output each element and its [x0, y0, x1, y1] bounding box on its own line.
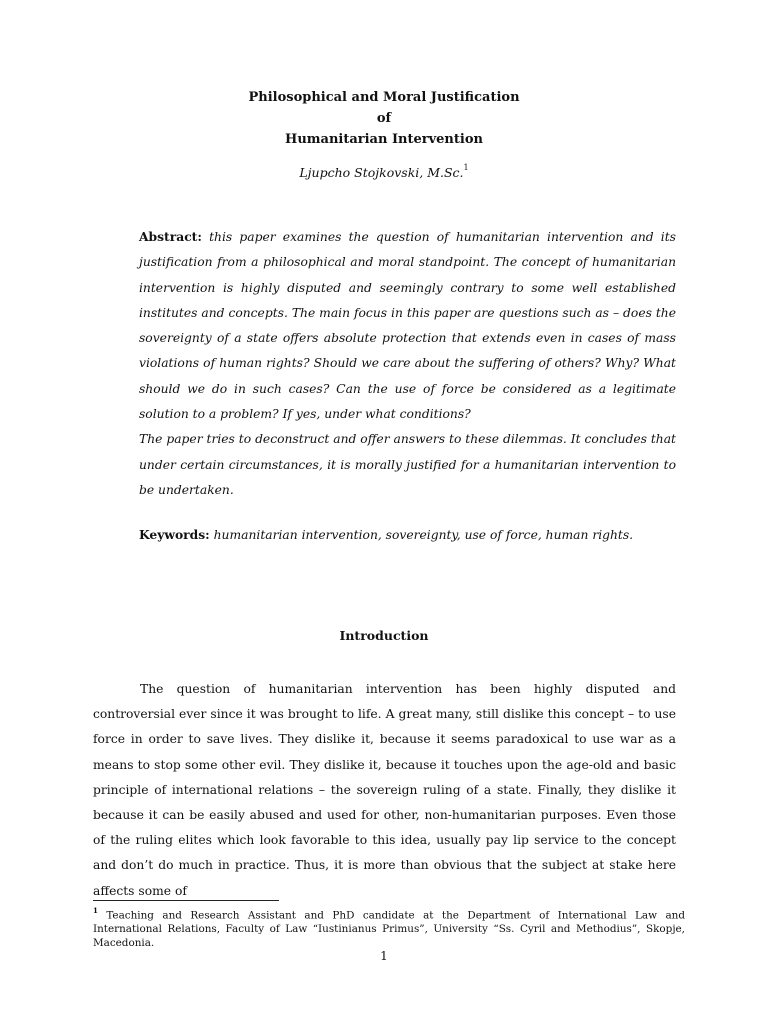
paper-title-line-1: Philosophical and Moral Justification [248, 90, 520, 105]
footnote [93, 905, 685, 950]
introduction-heading: Introduction [339, 628, 429, 643]
paper-title-line-2: of [376, 111, 392, 126]
paper-title-line-3: Humanitarian Intervention [285, 132, 483, 147]
footnote-text: Teaching and Research Assistant and PhD candidate at the Department of International Law and International Relations, Faculty of Law “Iustinianus Primus”, University “Ss. Cyril and Methodius”, Skopje, Macedonia. [93, 909, 685, 950]
author-name: Ljupcho Stojkovski, M.Sc. [299, 165, 464, 181]
footnote-mark: 1 [93, 906, 98, 915]
page-number: 1 [380, 949, 388, 963]
keywords-label: Keywords: [139, 527, 210, 542]
footnote-separator [93, 900, 279, 901]
keywords-text: humanitarian intervention, sovereignty, use of force, human rights. [213, 528, 634, 542]
abstract-text-1: this paper examines the question of humanitarian intervention and its justification from a philosophical and moral standpoint. The concept of humanitarian intervention is highly disputed and seemingly contrary to some well established institutes and concepts. The main focus in this paper are questions such as – does the sovereignty of a state offers absolute protection that extends even in cases of mass violations of human rights? Should we care about the suffering of others? Why? What should we do in such cases? Can the use of force be considered as a legitimate solution to a problem? If yes, under what conditions? [139, 230, 676, 422]
author-footnote-mark: 1 [463, 163, 469, 172]
author-line [0, 165, 768, 180]
abstract-label: Abstract: [139, 229, 202, 244]
keywords-line [139, 525, 699, 545]
abstract-paragraph-1 [139, 224, 676, 427]
abstract-block [139, 224, 676, 503]
introduction-paragraph: The question of humanitarian intervention has been highly disputed and controversial ever since it was brought to life. A great many, still dislike this concept – to use force in order to save lives. They dislike it, because it seems paradoxical to use war as a means to stop some other evil. They dislike it, because it touches upon the age-old and basic principle of international relations – the sovereign ruling of a state. Finally, they dislike it because it can be easily abused and used for other, non-humanitarian purposes. Even those of the ruling elites which look favorable to this idea, usually pay lip service to the concept and don’t do much in practice. Thus, it is more than obvious that the subject at stake here affects some of [93, 682, 676, 898]
abstract-paragraph-2: The paper tries to deconstruct and offer answers to these dilemmas. It concludes that under certain circumstances, it is morally justified for a humanitarian intervention to be undertaken. [139, 432, 676, 497]
introduction-body [93, 677, 676, 904]
